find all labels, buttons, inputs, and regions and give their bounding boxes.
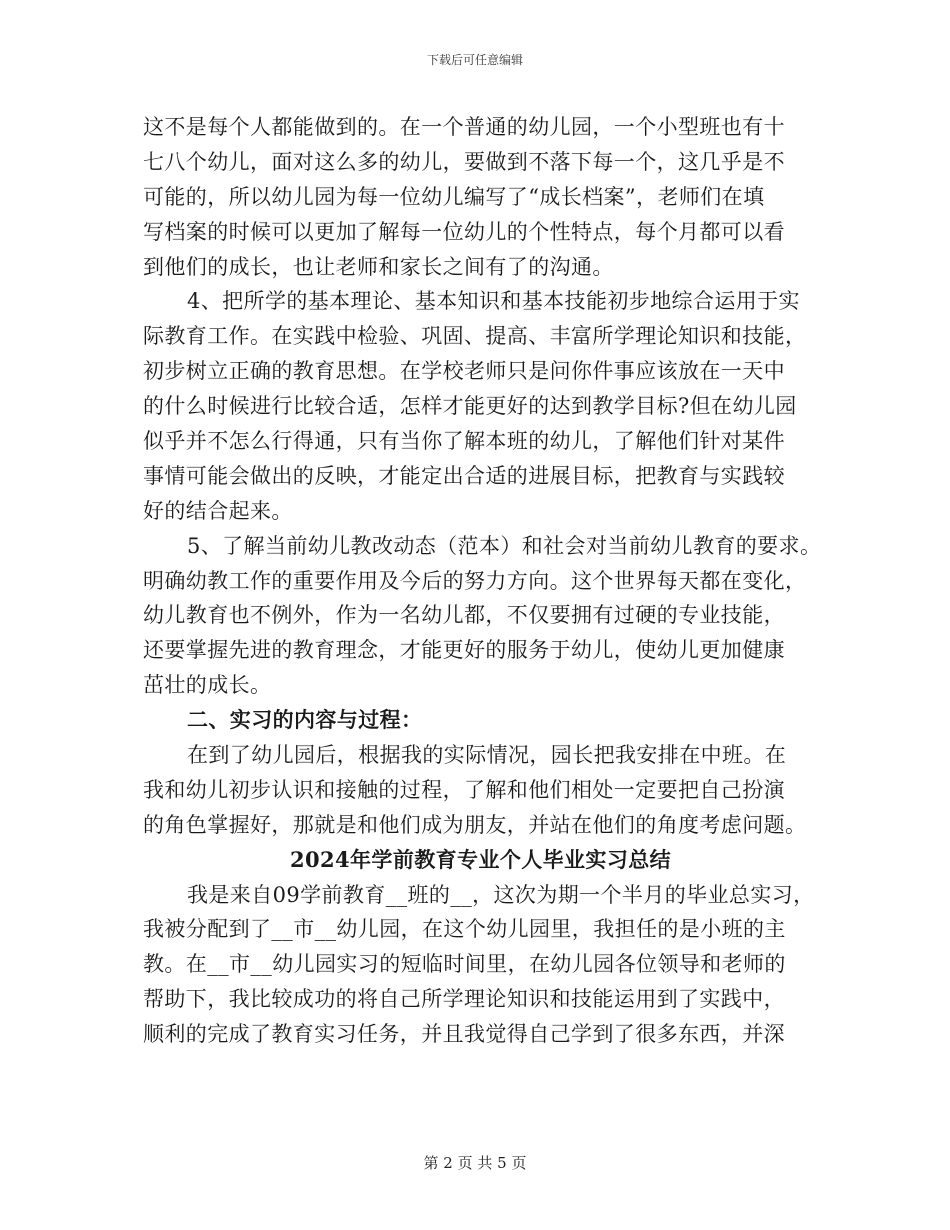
body-line: 可能的，所以幼儿园为每一位幼儿编写了“成长档案”，老师们在填: [143, 184, 765, 209]
body-line: 我和幼儿初步认识和接触的过程，了解和他们相处一定要把自己扮演: [143, 777, 785, 802]
paragraph-start-line: 5、了解当前幼儿教改动态（范本）和社会对当前幼儿教育的要求。: [187, 533, 822, 558]
body-line: 际教育工作。在实践中检验、巩固、提高、丰富所学理论知识和技能，: [143, 324, 807, 349]
page-number-footer: 第 2 页 共 5 页: [423, 1154, 527, 1172]
body-line: 这不是每个人都能做到的。在一个普通的幼儿园，一个小型班也有十: [143, 115, 785, 139]
body-line: 好的结合起来。: [143, 498, 293, 523]
document-body: [143, 110, 822, 1052]
body-line: 帮助下，我比较成功的将自己所学理论知识和技能运用到了实践中，: [143, 987, 785, 1012]
body-line: 茁壮的成长。: [143, 673, 272, 698]
body-line: 的什么时候进行比较合适，怎样才能更好的达到教学目标?但在幼儿园: [143, 394, 797, 419]
body-line: 明确幼教工作的重要作用及今后的努力方向。这个世界每天都在变化，: [143, 568, 807, 593]
body-line: 教。在__市__幼儿园实习的短临时间里，在幼儿园各位领导和老师的: [143, 952, 786, 977]
body-line: 事情可能会做出的反映，才能定出合适的进展目标，把教育与实践较: [143, 463, 785, 488]
document-title: 2024年学前教育专业个人毕业实习总结: [289, 846, 672, 872]
body-line: 写档案的时候可以更加了解每一位幼儿的个性特点，每个月都可以看: [143, 219, 785, 244]
section-heading: 二、实习的内容与过程：: [187, 707, 423, 733]
page-header-note: 下载后可任意编辑: [426, 53, 523, 67]
body-line: 似乎并不怎么行得通，只有当你了解本班的幼儿，了解他们针对某件: [143, 429, 785, 454]
paragraph-start-line: 4、把所学的基本理论、基本知识和基本技能初步地综合运用于实: [187, 289, 800, 314]
body-line: 还要掌握先进的教育理念，才能更好的服务于幼儿，使幼儿更加健康: [143, 638, 785, 663]
paragraph-start-line: 我是来自09学前教育__班的__，这次为期一个半月的毕业总实习，: [187, 882, 815, 907]
body-line: 我被分配到了__市__幼儿园，在这个幼儿园里，我担任的是小班的主: [143, 917, 786, 942]
body-line: 幼儿教育也不例外，作为一名幼儿都，不仅要拥有过硬的专业技能，: [143, 603, 785, 628]
body-line: 初步树立正确的教育思想。在学校老师只是问你件事应该放在一天中: [143, 359, 785, 384]
body-line: 顺利的完成了教育实习任务，并且我觉得自己学到了很多东西，并深: [143, 1022, 785, 1047]
body-line: 七八个幼儿，面对这么多的幼儿，要做到不落下每一个，这几乎是不: [143, 149, 785, 174]
paragraph-start-line: 在到了幼儿园后，根据我的实际情况，园长把我安排在中班。在: [187, 743, 787, 768]
body-line: 的角色掌握好，那就是和他们成为朋友，并站在他们的角度考虑问题。: [143, 812, 807, 837]
body-line: 到他们的成长，也让老师和家长之间有了的沟通。: [143, 254, 614, 279]
